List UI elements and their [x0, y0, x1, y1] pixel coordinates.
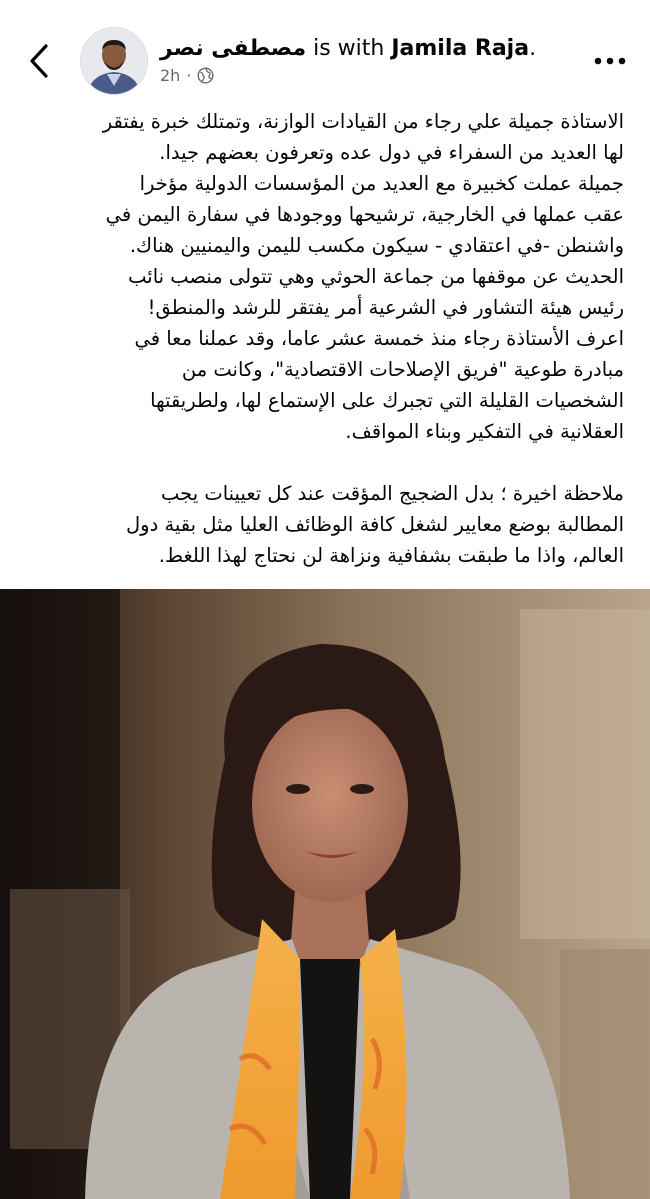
post-line: جميلة عملت كخبيرة مع العديد من المؤسسات الدولية مؤخرا	[139, 172, 624, 195]
globe-icon[interactable]	[197, 67, 214, 84]
post-header	[0, 0, 650, 108]
post-line: المطالبة بوضع معايير لشغل كافة الوظائف العليا مثل بقية دول	[125, 513, 624, 536]
chevron-left-icon[interactable]	[22, 40, 58, 82]
avatar-photo	[81, 28, 147, 94]
post-line: واشنطن -في اعتقادي - سيكون مكسب لليمن واليمنيين هناك.	[129, 234, 624, 257]
post-line: العقلانية في التفكير وبناء المواقف.	[345, 420, 624, 443]
post-meta	[160, 66, 214, 85]
author-avatar[interactable]	[80, 27, 148, 95]
more-dots-icon[interactable]	[592, 52, 628, 70]
post-line: عقب عملها في الخارجية، ترشيحها ووجودها في سفارة اليمن في	[105, 203, 624, 226]
tagged-person-name[interactable]: Jamila Raja	[391, 36, 530, 61]
post-line: رئيس هيئة التشاور في الشرعية أمر يفتقر للرشد والمنطق!	[147, 296, 624, 319]
post-line: ملاحظة اخيرة ؛ بدل الضجيج المؤقت عند كل تعيينات يجب	[161, 482, 624, 505]
post-line: الاستاذة جميلة علي رجاء من القيادات الوازنة، وتمتلك خبرة يفتقر	[102, 110, 624, 133]
with-text: is with	[306, 36, 392, 61]
post-line: الحديث عن موقفها من جماعة الحوثي وهي تتولى منصب نائب	[128, 265, 624, 288]
period: .	[529, 36, 537, 61]
post-blank-line	[30, 447, 624, 478]
post-line: العالم، واذا ما طبقت بشفافية ونزاهة لن نحتاج لهذا اللغط.	[158, 544, 624, 567]
separator-dot: ·	[186, 66, 192, 85]
post-body-text	[30, 106, 624, 571]
post-time[interactable]: 2h	[160, 66, 181, 85]
post-author-line	[160, 36, 536, 61]
post-line: مبادرة طوعية "فريق الإصلاحات الاقتصادية"، وكانت من	[181, 358, 624, 381]
portrait-image	[0, 589, 650, 1199]
post-line: اعرف الأستاذة رجاء منذ خمسة عشر عاما، وقد عملنا معا في	[134, 327, 624, 350]
post-photo[interactable]	[0, 589, 650, 1199]
post-line: الشخصيات القليلة التي تجبرك على الإستماع لها، ولطريقتها	[150, 389, 624, 412]
post-line: لها العديد من السفراء في دول عده وتعرفون بعضهم جيدا.	[159, 141, 624, 164]
author-name[interactable]: مصطفى نصر	[160, 36, 307, 61]
